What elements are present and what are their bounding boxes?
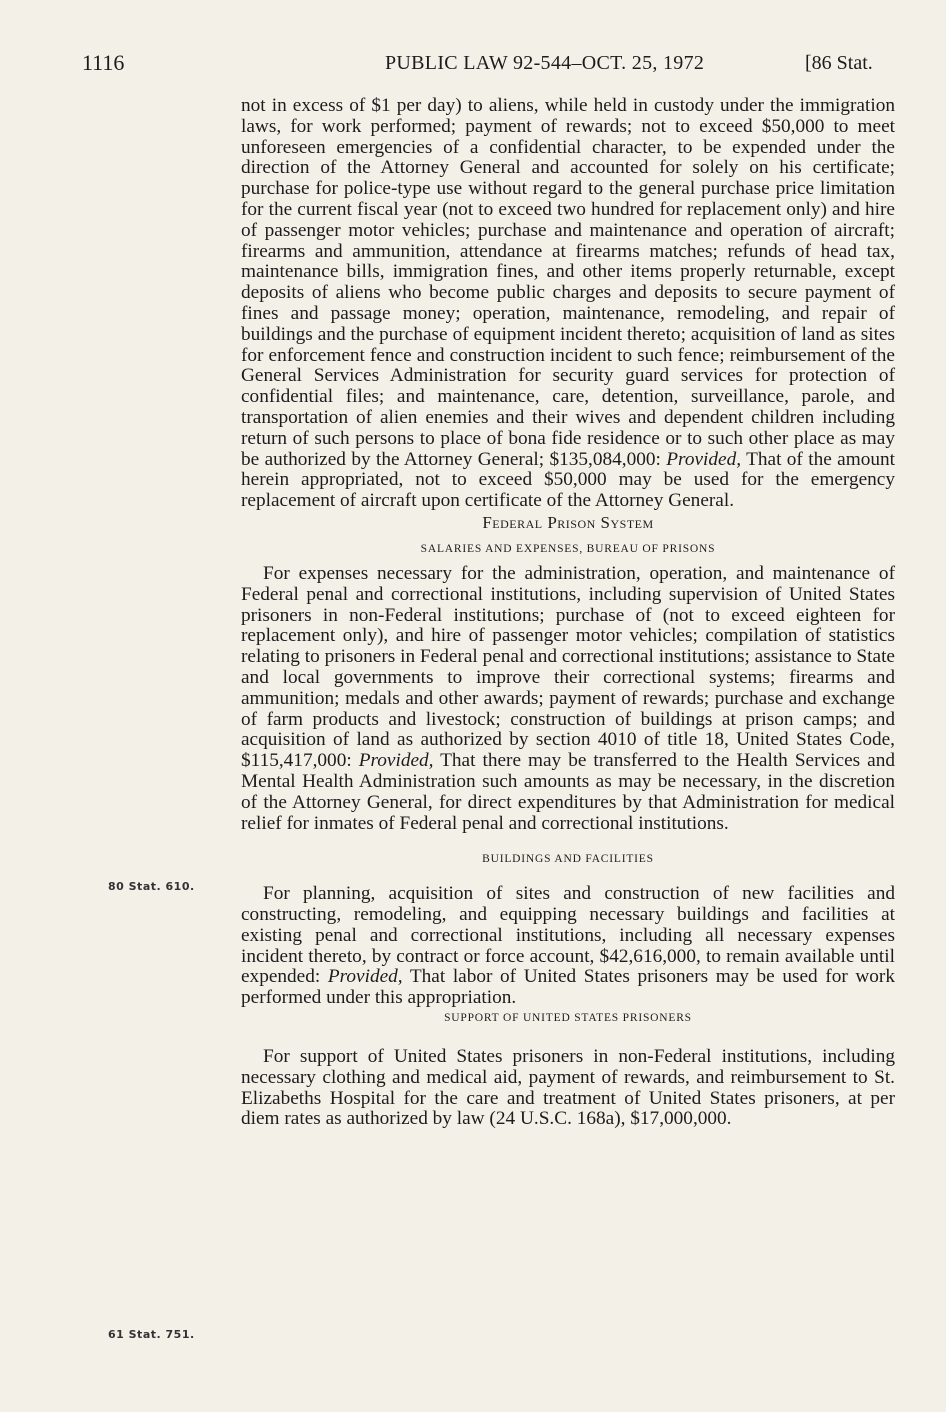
provided-label: Provided, xyxy=(327,966,403,988)
margin-note-61-stat: 61 Stat. 751. xyxy=(108,1328,195,1341)
statute-reference: [86 Stat. xyxy=(805,52,873,74)
page-header xyxy=(0,50,946,90)
paragraph-salaries xyxy=(241,564,895,834)
subheading-salaries-expenses: SALARIES AND EXPENSES, BUREAU OF PRISONS xyxy=(420,542,716,555)
page-number: 1116 xyxy=(82,50,125,75)
paragraph-support: For support of United States prisoners in non-Federal institutions, including necessary clothing and medical aid, payment of rewards, and reimbursement to St. Elizabeths Hospital for the care and treatment of United States prisoners, at per diem rates as authorized by law (24 U.S.C. 168a), $17,000,000. xyxy=(241,1046,895,1130)
provided-label: Provided, xyxy=(358,750,434,772)
paragraph-text: For expenses necessary for the administration, operation, and maintenance of Federal penal and correctional institutions, including supervision of United States prisoners in non-Federal institutions; purchase of (not to exceed eighteen for replacement only), and hire of passenger motor vehicles; compilation of statistics relating to prisoners in Federal penal and correctional institutions; assistance to State and local governments to improve their correctional systems; firearms and ammunition; medals and other awards; payment of rewards; purchase and exchange of farm products and livestock; construction of buildings at prison camps; and acquisition of land as authorized by section 4010 of title 18, United States Code, $115,417,000: xyxy=(241,562,895,772)
provided-label: Provided, xyxy=(666,448,742,470)
margin-note-80-stat: 80 Stat. 610. xyxy=(108,880,195,893)
section-heading-federal-prison-system: Federal Prison System xyxy=(482,512,654,532)
paragraph-text: not in excess of $1 per day) to aliens, while held in custody under the immigration laws, for work performed; payment of rewards; not to exceed $50,000 to meet unforeseen emergencies of a confidential character, to be expended under the direction of the Attorney General and accounted for solely on his certificate; purchase for police-type use without regard to the general purchase price limitation for the current fiscal year (not to exceed two hundred for replacement only) and hire of passenger motor vehicles; purchase and maintenance and operation of aircraft; firearms and ammunition, attendance at firearms matches; refunds of head tax, maintenance bills, immigration fines, and other items properly returnable, except deposits of aliens who become public charges and deposits to secure payment of fines and passage money; operation, maintenance, remodeling, and repair of buildings and the purchase of equipment incident thereto; acquisition of land as sites for enforcement fence and construction incident to such fence; reimbursement of the General Services Administration for security guard services for protection of confidential files; and maintenance, care, detention, surveillance, parole, and transportation of alien enemies and their wives and dependent children including return of such persons to place of bona fide residence or to such other place as may be authorized by the Attorney General; $135,084,000: xyxy=(241,95,895,470)
paragraph-tail: That of the amount herein appropriated, not to exceed $50,000 may be used for the emergency replacement of aircraft upon certificate of the Attorney General. xyxy=(241,448,895,512)
paragraph-tail: That there may be transferred to the Health Services and Mental Health Administration such amounts as may be necessary, in the discretion of the Attorney General, for direct expenditures by that Administration for medical relief for inmates of Federal penal and correctional institutions. xyxy=(241,750,895,834)
paragraph-buildings xyxy=(241,884,895,1009)
paragraph-immigration xyxy=(241,96,895,512)
subheading-buildings-facilities: BUILDINGS AND FACILITIES xyxy=(482,853,654,866)
paragraph-tail: That labor of United States prisoners may be used for work performed under this appropriation. xyxy=(241,966,895,1009)
paragraph-text: For planning, acquisition of sites and construction of new facilities and constructing, remodeling, and equipping necessary buildings and facilities at existing penal and correctional institutions, including all necessary expenses incident thereto, by contract or force account, $42,616,000, to remain available until expended: xyxy=(241,883,895,988)
running-title: PUBLIC LAW 92-544–OCT. 25, 1972 xyxy=(385,52,705,74)
body-text xyxy=(241,96,895,1130)
subheading-support-prisoners: SUPPORT OF UNITED STATES PRISONERS xyxy=(444,1012,692,1025)
